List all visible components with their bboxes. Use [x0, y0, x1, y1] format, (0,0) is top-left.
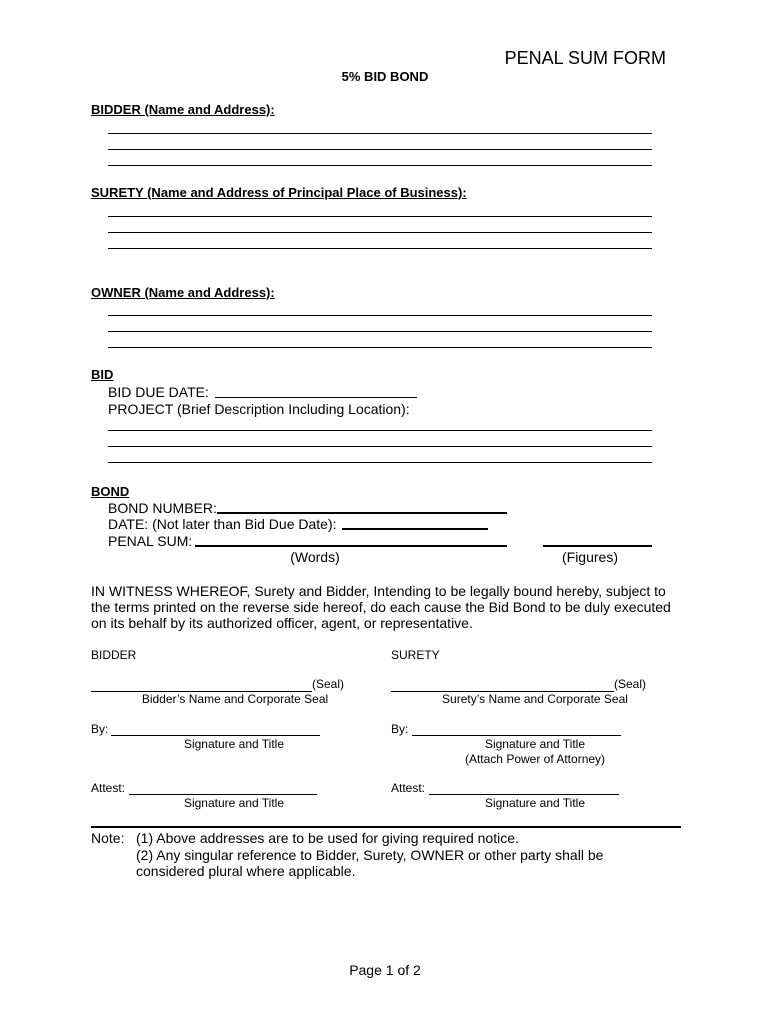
- bond-heading: BOND: [91, 484, 130, 499]
- project-description-line-1[interactable]: [108, 416, 652, 431]
- penal-sum-figures-field[interactable]: [543, 531, 652, 547]
- surety-name-seal-field[interactable]: [391, 677, 614, 692]
- bid-due-date-label: BID DUE DATE:: [108, 384, 209, 400]
- bidder-by-label: By:: [91, 722, 109, 736]
- surety-attest-caption: Signature and Title: [484, 796, 586, 810]
- surety-by-signature-field[interactable]: [412, 721, 621, 736]
- project-description-line-3[interactable]: [108, 448, 652, 463]
- figures-caption: (Figures): [561, 549, 618, 565]
- bidder-name-seal-field[interactable]: [91, 677, 312, 692]
- owner-address-line-3[interactable]: [108, 333, 652, 348]
- bidder-by-caption: Signature and Title: [183, 737, 285, 751]
- bidder-heading: BIDDER (Name and Address):: [91, 102, 275, 117]
- bidder-address-line-3[interactable]: [108, 151, 652, 166]
- witness-line-1: IN WITNESS WHEREOF, Surety and Bidder, Intending to be legally bound hereby, subject to: [91, 583, 666, 599]
- surety-address-line-2[interactable]: [108, 218, 652, 233]
- words-caption: (Words): [290, 549, 340, 565]
- project-label: PROJECT (Brief Description Including Location):: [108, 401, 410, 417]
- surety-signature-heading: SURETY: [391, 648, 440, 662]
- bidder-attest-label: Attest:: [91, 781, 126, 795]
- attach-power-of-attorney-caption: (Attach Power of Attorney): [464, 752, 606, 766]
- page-number: Page 1 of 2: [349, 962, 421, 978]
- bidder-attest-caption: Signature and Title: [183, 796, 285, 810]
- witness-line-3: on its behalf by its authorized officer, agent, or representative.: [91, 615, 473, 631]
- note-item-2-line-1: (2) Any singular reference to Bidder, Surety, OWNER or other party shall be: [136, 847, 604, 863]
- note-item-2-line-2: considered plural where applicable.: [136, 863, 356, 879]
- bond-date-field[interactable]: [342, 514, 488, 530]
- note-label: Note:: [91, 830, 125, 846]
- bidder-address-line-1[interactable]: [108, 119, 652, 134]
- bidder-name-caption: Bidder’s Name and Corporate Seal: [141, 692, 329, 706]
- owner-address-line-2[interactable]: [108, 317, 652, 332]
- penal-sum-words-field[interactable]: [195, 531, 507, 547]
- note-item-1: (1) Above addresses are to be used for giving required notice.: [136, 830, 519, 846]
- surety-by-caption: Signature and Title: [484, 737, 586, 751]
- owner-address-line-1[interactable]: [108, 301, 652, 316]
- bid-heading: BID: [91, 367, 114, 382]
- surety-address-line-1[interactable]: [108, 202, 652, 217]
- bidder-by-signature-field[interactable]: [111, 721, 320, 736]
- surety-address-line-3[interactable]: [108, 234, 652, 249]
- form-subtitle: 5% BID BOND: [341, 69, 429, 84]
- bidder-attest-signature-field[interactable]: [129, 780, 317, 795]
- owner-heading: OWNER (Name and Address):: [91, 285, 275, 300]
- penal-sum-label: PENAL SUM:: [108, 533, 193, 549]
- bidder-signature-heading: BIDDER: [91, 648, 137, 662]
- witness-line-2: the terms printed on the reverse side hereof, do each cause the Bid Bond to be duly executed: [91, 599, 671, 615]
- bond-number-field[interactable]: [217, 498, 507, 514]
- project-description-line-2[interactable]: [108, 432, 652, 447]
- bid-due-date-field[interactable]: [215, 383, 417, 398]
- surety-name-caption: Surety’s Name and Corporate Seal: [442, 692, 628, 706]
- bidder-address-line-2[interactable]: [108, 135, 652, 150]
- surety-seal-label: (Seal): [614, 677, 647, 691]
- surety-attest-signature-field[interactable]: [429, 780, 619, 795]
- form-title: PENAL SUM FORM: [504, 48, 666, 68]
- bidder-seal-label: (Seal): [312, 677, 345, 691]
- bond-number-label: BOND NUMBER:: [108, 500, 217, 516]
- note-divider: [91, 826, 681, 828]
- bond-date-label: DATE: (Not later than Bid Due Date):: [108, 516, 337, 532]
- surety-by-label: By:: [391, 722, 409, 736]
- surety-attest-label: Attest:: [391, 781, 426, 795]
- surety-heading: SURETY (Name and Address of Principal Place of Business):: [91, 185, 467, 200]
